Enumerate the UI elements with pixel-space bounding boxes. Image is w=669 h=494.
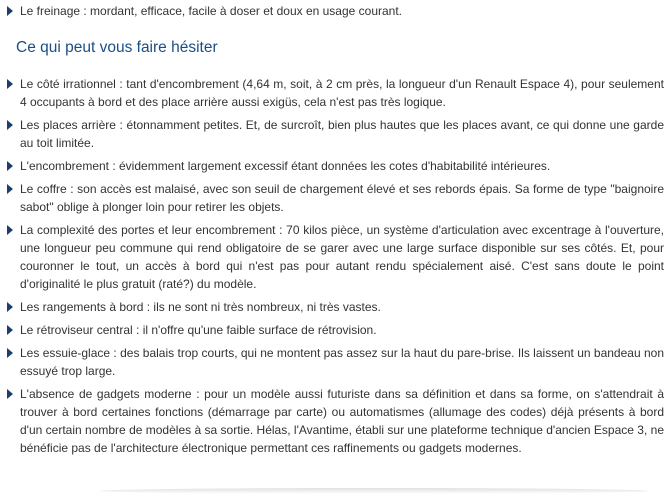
bullet-arrow-icon — [7, 6, 13, 16]
bottom-shadow-divider — [100, 488, 649, 494]
list-item-text: Le freinage : mordant, efficace, facile à doser et doux en usage courant. — [20, 4, 403, 18]
list-item-text: Le coffre : son accès est malaisé, avec son seuil de chargement élevé et ses rebords épais. Sa forme de type "baignoire sabot" oblige à plonger loin pour retirer les objets. — [20, 182, 664, 214]
list-item-text: Le rétroviseur central : il n'offre qu'une faible surface de rétrovision. — [20, 323, 377, 337]
bullet-arrow-icon — [7, 225, 13, 235]
list-item-text: L'encombrement : évidemment largement excessif étant données les cotes d'habitabilité intérieures. — [20, 159, 551, 173]
drawbacks-list — [0, 75, 669, 462]
list-item-text: Les rangements à bord : ils ne sont ni très nombreux, ni très vastes. — [20, 300, 381, 314]
bullet-arrow-icon — [7, 79, 13, 89]
bullet-arrow-icon — [7, 184, 13, 194]
list-item — [0, 180, 669, 216]
bullet-arrow-icon — [7, 120, 13, 130]
list-item-text: Les places arrière : étonnamment petites. Et, de surcroît, bien plus hautes que les places avant, ce qui donne une garde au toit limitée. — [20, 118, 664, 150]
list-item — [0, 116, 669, 152]
section-title: Ce qui peut vous faire hésiter — [16, 39, 218, 56]
bullet-arrow-icon — [7, 348, 13, 358]
bullet-arrow-icon — [7, 389, 13, 399]
list-item — [0, 157, 669, 175]
list-item — [0, 344, 669, 380]
bullet-arrow-icon — [7, 302, 13, 312]
list-item — [0, 298, 669, 316]
list-item-text: La complexité des portes et leur encombrement : 70 kilos pièce, un système d'articulation avec excentrage à l'ouverture, une longueur peu commune qui rend obligatoire de se garer avec une large surface disponible sur ses côtés. Et, pour couronner le tout, un accès à bord qui n'est pas pour autant rendu spécialement aisé. C'est sans doute le point d'originalité le plus gratuit (raté?) du modèle. — [20, 223, 664, 291]
list-item — [0, 385, 669, 457]
list-item-freinage — [0, 2, 669, 20]
bullet-arrow-icon — [7, 161, 13, 171]
list-item-text: Le côté irrationnel : tant d'encombrement (4,64 m, soit, à 2 cm près, la longueur d'un Renault Espace 4), pour seulement 4 occupants à bord et des place arrière aussi exigüs, cela n'est pas très logique. — [20, 77, 664, 109]
list-item-text: L'absence de gadgets moderne : pour un modèle aussi futuriste dans sa définition et dans sa forme, on s'attendrait à trouver à bord certaines fonctions (démarrage par carte) ou automatismes (allumage des codes) déjà présents à bord d'un certain nombre de modèles à sa sortie. Hélas, l'Avantime, établi sur une plateforme technique d'ancien Espace 3, ne bénéficie pas de l'architecture électronique permettant ces raffinements ou gadgets modernes. — [20, 387, 664, 455]
list-item — [0, 75, 669, 111]
list-item — [0, 221, 669, 293]
list-item — [0, 321, 669, 339]
list-item-text: Les essuie-glace : des balais trop courts, qui ne montent pas assez sur la haut du pare-brise. Ils laissent un bandeau non essuyé trop large. — [20, 346, 664, 378]
bullet-arrow-icon — [7, 325, 13, 335]
